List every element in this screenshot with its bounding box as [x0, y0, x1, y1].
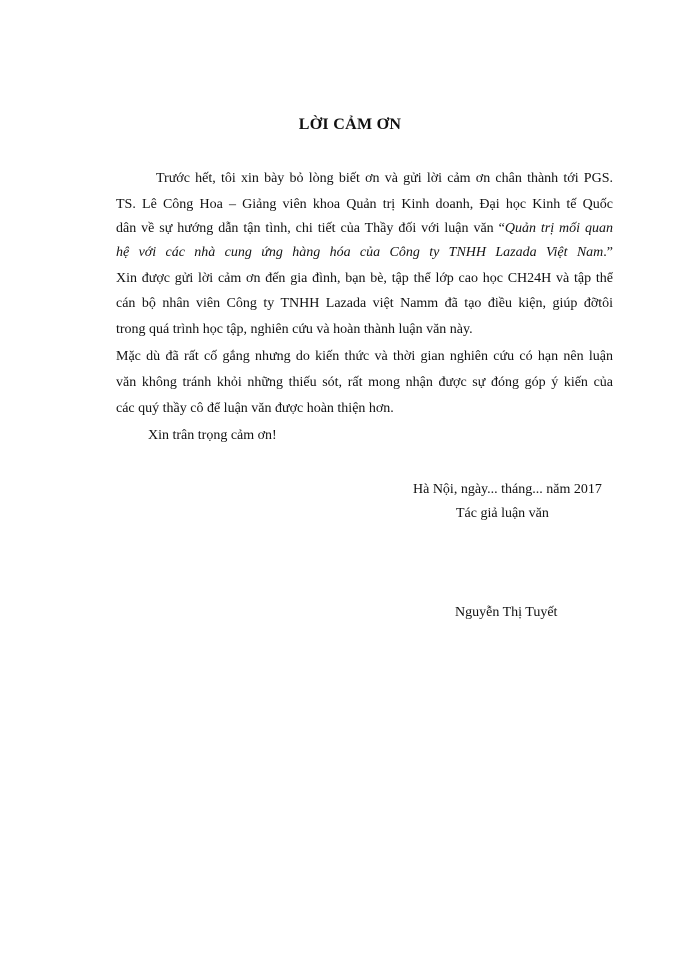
paragraph-3-line-2: văn không tránh khỏi những thiếu sót, rất mong nhận được sự đóng góp ý kiến của	[116, 375, 613, 390]
paragraph-1-line-1: Trước hết, tôi xin bày bỏ lòng biết ơn và gửi lời cảm ơn chân thành tới PGS.	[156, 171, 613, 186]
thesis-title-part-1: Quản trị mối quan	[504, 221, 613, 236]
paragraph-1-line-4-suffix: .”	[603, 245, 613, 260]
thesis-title-part-2: hệ với các nhà cung ứng hàng hóa của Công ty TNHH Lazada Việt Nam	[116, 245, 604, 260]
author-name: Nguyễn Thị Tuyết	[455, 605, 558, 620]
author-role: Tác giả luận văn	[456, 506, 549, 521]
page-title: LỜI CẢM ƠN	[298, 116, 402, 133]
paragraph-2-line-3: trong quá trình học tập, nghiên cứu và hoàn thành luận văn này.	[116, 322, 473, 337]
paragraph-3-line-1: Mặc dù đã rất cố gắng nhưng do kiến thức và thời gian nghiên cứu có hạn nên luận	[116, 349, 613, 364]
paragraph-1-line-3	[116, 220, 613, 238]
closing-line: Xin trân trọng cảm ơn!	[148, 428, 277, 443]
place-date: Hà Nội, ngày... tháng... năm 2017	[413, 482, 602, 497]
paragraph-1-line-2: TS. Lê Công Hoa – Giảng viên khoa Quản trị Kinh doanh, Đại học Kinh tế Quốc	[116, 197, 613, 212]
paragraph-1-line-4	[116, 244, 613, 262]
paragraph-2-line-1: Xin được gửi lời cảm ơn đến gia đình, bạn bè, tập thể lớp cao học CH24H và tập thể	[116, 271, 613, 286]
paragraph-1-line-3-text: dân về sự hướng dẫn tận tình, chi tiết của Thầy đối với luận văn “	[116, 221, 505, 236]
paragraph-3-line-3: các quý thầy cô để luận văn được hoàn thiện hơn.	[116, 401, 394, 416]
paragraph-2-line-2: cán bộ nhân viên Công ty TNHH Lazada việt Namm đã tạo điều kiện, giúp đỡtôi	[116, 296, 613, 311]
